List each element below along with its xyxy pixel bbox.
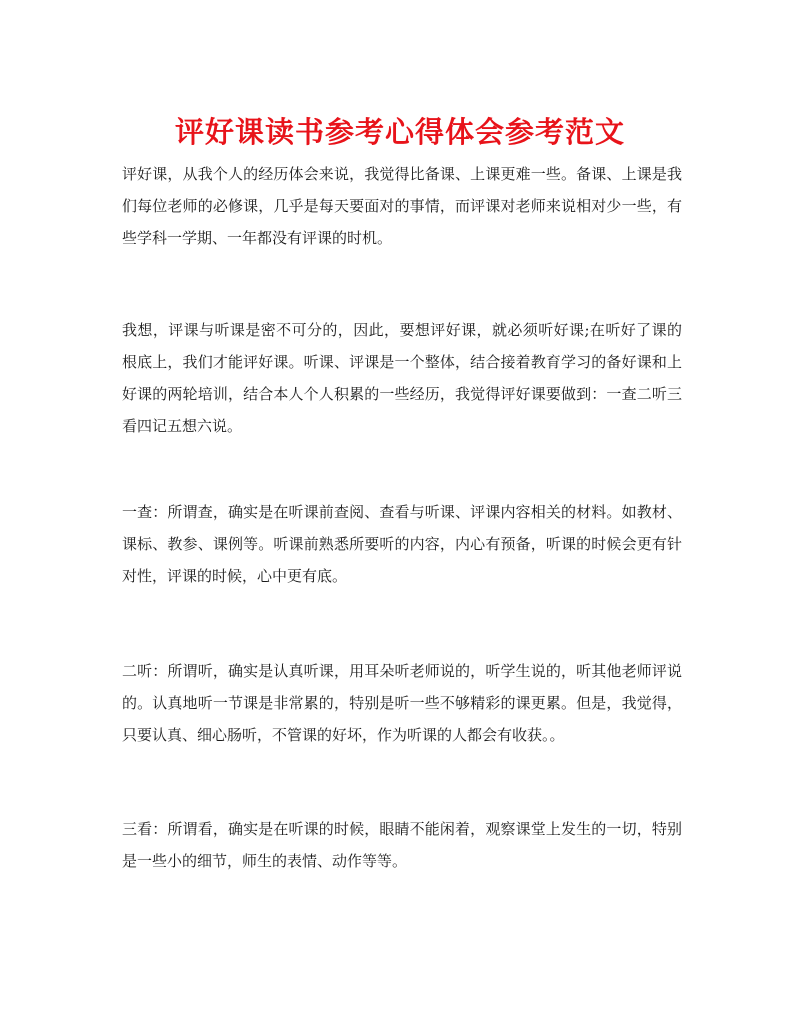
paragraph-intro: 评好课，从我个人的经历体会来说，我觉得比备课、上课更难一些。备课、上课是我们每位老师的必修课，几乎是每天要面对的事情，而评课对老师来说相对少一些，有些学科一学期、一年都没有评课的时机。 [122,165,682,247]
paragraph-listen: 二听：所谓听，确实是认真听课，用耳朵听老师说的，听学生说的，听其他老师评说的。认真地听一节课是非常累的，特别是听一些不够精彩的课更累。但是，我觉得，只要认真、细心肠听，不管课的好坏，作为听课的人都会有收获。。 [122,662,682,744]
paragraph-overview: 我想，评课与听课是密不可分的，因此，要想评好课，就必须听好课;在听好了课的根底上，我们才能评好课。听课、评课是一个整体，结合接着教育学习的备好课和上好课的两轮培训，结合本人个人积累的一些经历，我觉得评好课要做到：一查二听三看四记五想六说。 [122,321,682,435]
paragraph-check: 一查：所谓查，确实是在听课前查阅、查看与听课、评课内容相关的材料。如教材、课标、教参、课例等。听课前熟悉所要听的内容，内心有预备，听课的时候会更有针对性，评课的时候，心中更有底。 [122,503,682,585]
paragraph-look: 三看：所谓看，确实是在听课的时候，眼睛不能闲着，观察课堂上发生的一切，特别是一些小的细节，师生的表情、动作等等。 [122,820,682,870]
document-title: 评好课读书参考心得体会参考范文 [174,115,625,149]
